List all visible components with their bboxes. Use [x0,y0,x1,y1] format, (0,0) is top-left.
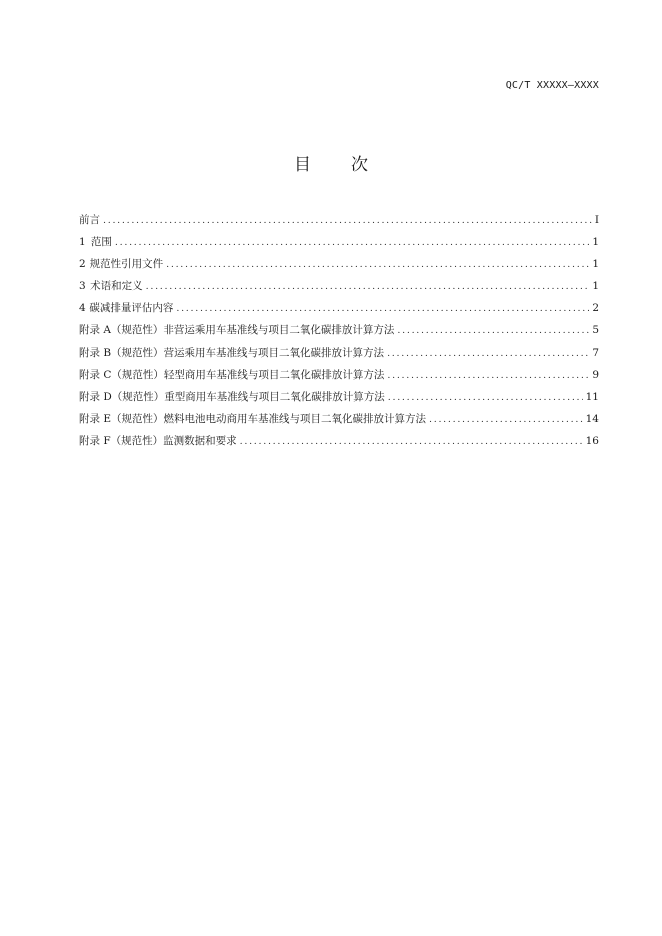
toc-leader-dots [397,325,589,336]
toc-leader-dots [166,259,589,270]
toc-entry-label: 规范性引用文件 [89,258,164,271]
toc-entry-label: 重型商用车基准线与项目二氧化碳排放计算方法 [164,390,385,403]
toc-entry-appendix-e[interactable] [79,411,599,433]
toc-leader-dots [429,414,583,425]
toc-entry-label: 术语和定义 [90,280,143,293]
toc-appendix-label: 附录 F（规范性） [79,434,164,447]
toc-entry-terms-definitions[interactable] [79,278,599,300]
toc-entry-number: 3 [79,280,86,293]
toc-entry-number: 1 [79,236,86,249]
toc-entry-label: 轻型商用车基准线与项目二氧化碳排放计算方法 [163,368,385,381]
toc-leader-dots [388,392,583,403]
toc-entry-page: 2 [592,302,599,315]
toc-appendix-label: 附录 A（规范性） [79,324,164,337]
toc-entry-page: 14 [585,412,599,425]
toc-leader-dots [240,436,583,447]
toc-entry-label: 营运乘用车基准线与项目二氧化碳排放计算方法 [163,346,385,359]
toc-leader-dots [387,370,589,381]
toc-entry-page: 5 [592,324,599,337]
toc-appendix-label: 附录 D（规范性） [79,390,165,403]
toc-entry-label: 范围 [90,236,112,249]
toc-entry-label: 监测数据和要求 [163,434,237,447]
toc-entry-foreword[interactable] [79,212,599,234]
toc-entry-page: 1 [592,258,599,271]
toc-entry-appendix-c[interactable] [79,367,599,389]
toc-entry-label: 燃料电池电动商用车基准线与项目二氧化碳排放计算方法 [163,412,427,425]
toc-entry-appendix-a[interactable] [79,322,599,344]
toc-entry-page: 16 [585,434,599,447]
toc-entry-number: 4 [79,302,86,315]
toc-entry-label: 前言 [79,214,100,226]
toc-entry-page: 1 [592,236,599,249]
toc-appendix-label: 附录 B（规范性） [79,346,164,359]
toc-leader-dots [387,348,589,359]
toc-entry-page: 7 [592,346,599,359]
toc-entry-appendix-d[interactable] [79,389,599,411]
toc-leader-dots [103,215,592,226]
toc-leader-dots [115,237,589,248]
toc-title-char-2: 次 [351,155,368,175]
toc-entry-label: 非营运乘用车基准线与项目二氧化碳排放计算方法 [163,324,395,337]
toc-entry-page: 1 [592,280,599,293]
toc-entry-label: 碳减排量评估内容 [89,302,174,315]
toc-leader-dots [146,281,590,292]
toc-appendix-label: 附录 E（规范性） [79,412,164,425]
toc-entry-normative-references[interactable] [79,256,599,278]
toc-entry-number: 2 [79,258,86,271]
table-of-contents [79,212,599,455]
toc-entry-appendix-b[interactable] [79,345,599,367]
toc-appendix-label: 附录 C（规范性） [79,368,164,381]
toc-title [0,150,662,175]
toc-entry-assessment-content[interactable] [79,300,599,322]
toc-leader-dots [176,303,589,314]
document-code: QC/T XXXXX—XXXX [505,80,599,91]
toc-entry-page: 9 [592,368,599,381]
toc-entry-appendix-f[interactable] [79,433,599,455]
toc-entry-page: I [594,214,599,226]
toc-entry-page: 11 [585,390,599,403]
toc-entry-scope[interactable] [79,234,599,256]
toc-title-char-1: 目 [294,155,311,175]
